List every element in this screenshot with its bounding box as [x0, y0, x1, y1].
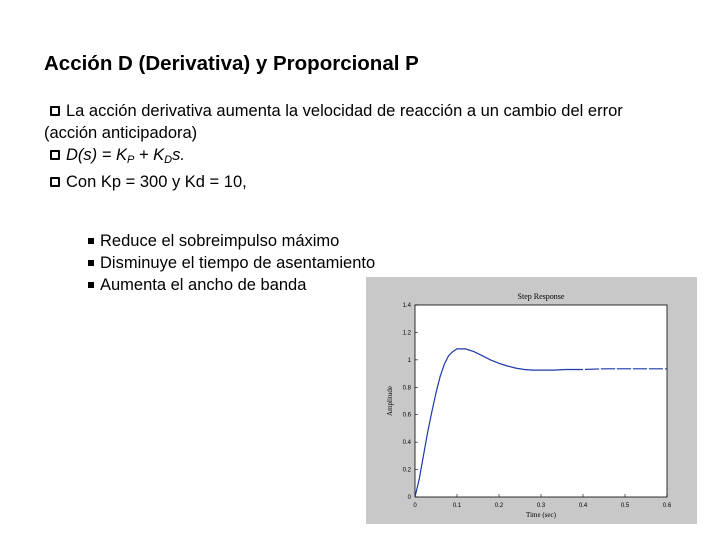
- y-tick-label: 0.4: [402, 440, 411, 447]
- bullet-text: Con Kp = 300 y Kd = 10,: [66, 173, 247, 191]
- y-tick-label: 1: [407, 357, 411, 364]
- bullet-text: La acción derivativa aumenta la velocidad de reacción a un cambio del error: [66, 102, 623, 120]
- checkbox-bullet-icon: [50, 177, 60, 187]
- slide-title: Acción D (Derivativa) y Proporcional P: [44, 52, 419, 75]
- checkbox-bullet-icon: [50, 150, 60, 160]
- formula-suffix: s.: [172, 146, 185, 164]
- chart-title: Step Response: [517, 292, 565, 301]
- formula-subscript: P: [126, 154, 135, 166]
- x-tick-label: 0: [413, 503, 417, 509]
- y-tick-label: 0: [407, 495, 411, 501]
- sub-bullet-item: [88, 274, 375, 296]
- sub-bullet-text: Disminuye el tiempo de asentamiento: [100, 254, 376, 272]
- y-tick-label: 0.6: [402, 412, 411, 419]
- checkbox-bullet-icon: [50, 106, 60, 116]
- sub-bullet-text: Reduce el sobreimpulso máximo: [100, 232, 340, 250]
- bullet-continuation: (acción anticipadora): [44, 124, 198, 142]
- sub-bullet-item: [88, 230, 375, 252]
- y-tick-label: 0.2: [402, 467, 411, 474]
- x-tick-label: 0.1: [452, 503, 462, 509]
- square-bullet-icon: [88, 260, 94, 266]
- sub-bullet-list: [88, 230, 375, 296]
- y-axis-label: Amplitude: [386, 386, 394, 416]
- x-tick-label: 0.3: [536, 503, 546, 509]
- step-response-chart: [366, 277, 697, 524]
- sub-bullet-item: [88, 252, 375, 274]
- formula-mid: + K: [134, 146, 165, 164]
- square-bullet-icon: [88, 238, 94, 244]
- bullet-list: [44, 100, 700, 193]
- x-tick-label: 0.6: [662, 503, 672, 509]
- bullet-item: [50, 144, 700, 171]
- plot-area: [415, 305, 667, 497]
- formula-prefix: D(s) = K: [66, 146, 127, 164]
- formula-subscript: D: [164, 154, 173, 166]
- bullet-item: [50, 100, 700, 122]
- y-tick-label: 0.8: [402, 385, 411, 392]
- step-response-figure: [366, 277, 697, 524]
- bullet-item: [50, 171, 700, 193]
- sub-bullet-text: Aumenta el ancho de banda: [100, 276, 307, 294]
- x-tick-label: 0.5: [620, 503, 630, 509]
- x-tick-label: 0.4: [578, 503, 588, 509]
- y-tick-label: 1.2: [402, 330, 411, 337]
- y-tick-label: 1.4: [402, 303, 411, 309]
- x-tick-label: 0.2: [494, 503, 504, 509]
- x-axis-label: Time (sec): [526, 511, 556, 519]
- square-bullet-icon: [88, 282, 94, 288]
